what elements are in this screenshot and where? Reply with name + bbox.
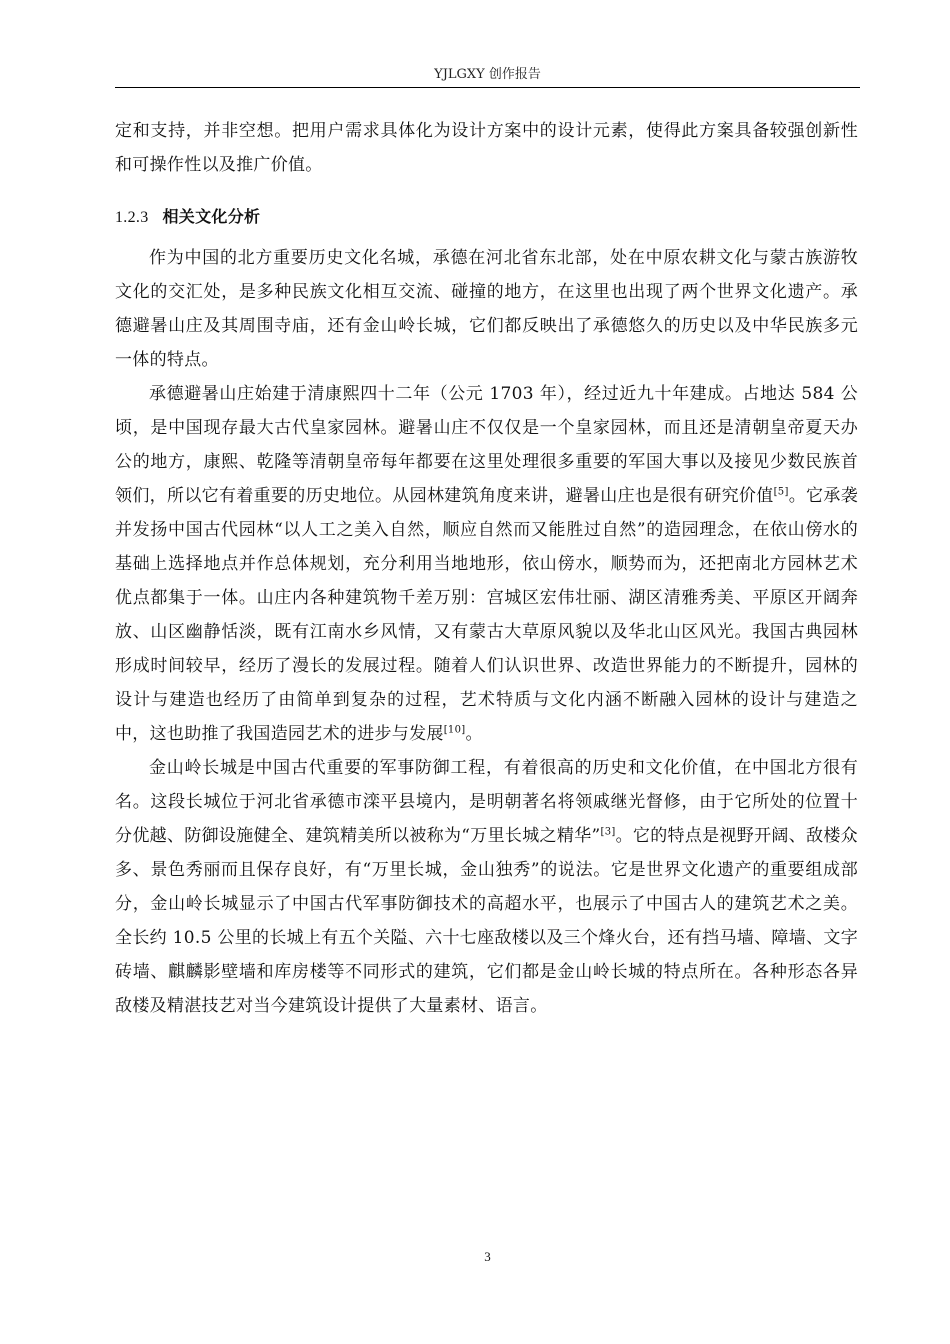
paragraph-text: 金山岭长城是中国古代重要的军事防御工程，有着很高的历史和文化价值，在中国北方很有名。这段长城位于河北省承德市滦平县境内，是明朝著名将领戚继光督修，由于它所处的位置十分优越、防御设施健全、建筑精美所以被称为“万里长城之精华” [115,758,858,846]
paragraph-mountain-resort [115,377,858,751]
citation-5: [5] [773,486,789,498]
paragraph-text: 。它承袭并发扬中国古代园林“以人工之美入自然，顺应自然而又能胜过自然”的造园理念，在依山傍水的基础上选择地点并作总体规划，充分利用当地地形，依山傍水，顺势而为，还把南北方园林艺术优点都集于一体。山庄内各种建筑物千差万别：宫城区宏伟壮丽、湖区清雅秀美、平原区开阔奔放、山区幽静恬淡，既有江南水乡风情，又有蒙古大草原风貌以及华北山区风光。我国古典园林形成时间较早，经历了漫长的发展过程。随着人们认识世界、改造世界能力的不断提升，园林的设计与建造也经历了由简单到复杂的过程，艺术特质与文化内涵不断融入园林的设计与建造之中，这也助推了我国造园艺术的进步与发展 [115,486,858,744]
page-header: YJLGXY 创作报告 [434,67,541,82]
paragraph-text: 。它的特点是视野开阔、敌楼众多、景色秀丽而且保存良好，有“万里长城，金山独秀”的说法。它是世界文化遗产的重要组成部分，金山岭长城显示了中国古代军事防御技术的高超水平，也展示了中国古人的建筑艺术之美。全长约 10.5 公里的长城上有五个关隘、六十七座敌楼以及三个烽火台，还有挡马墙、障墙、文字砖墙、麒麟影壁墙和库房楼等不同形式的建筑，它们都是金山岭长城的特点所在。各种形态各异敌楼及精湛技艺对当今建筑设计提供了大量素材、语言。 [115,826,858,1016]
document-body [115,114,858,1023]
paragraph-jinshanling [115,751,858,1023]
paragraph-continuation: 定和支持，并非空想。把用户需求具体化为设计方案中的设计元素，使得此方案具备较强创新性和可操作性以及推广价值。 [115,121,858,175]
citation-10: [10] [443,724,466,736]
paragraph-text: 承德避暑山庄始建于清康熙四十二年（公元 1703 年），经过近九十年建成。占地达 584 公顷，是中国现存最大古代皇家园林。避暑山庄不仅仅是一个皇家园林，而且还是清朝皇帝夏天办公的地方，康熙、乾隆等清朝皇帝每年都要在这里处理很多重要的军国大事以及接见少数民族首领们，所以它有着重要的历史地位。从园林建筑角度来讲，避暑山庄也是很有研究价值 [115,384,858,506]
paragraph-text: 。 [465,724,483,744]
section-heading [115,202,858,233]
header-rule [115,87,860,88]
section-number: 1.2.3 [115,209,149,226]
paragraph-chengde-intro: 作为中国的北方重要历史文化名城，承德在河北省东北部，处在中原农耕文化与蒙古族游牧文化的交汇处，是多种民族文化相互交流、碰撞的地方，在这里也出现了两个世界文化遗产。承德避暑山庄及其周围寺庙，还有金山岭长城，它们都反映出了承德悠久的历史以及中华民族多元一体的特点。 [115,248,858,370]
section-title: 相关文化分析 [162,207,261,226]
citation-3: [3] [600,826,616,838]
page-number: 3 [484,1249,491,1264]
